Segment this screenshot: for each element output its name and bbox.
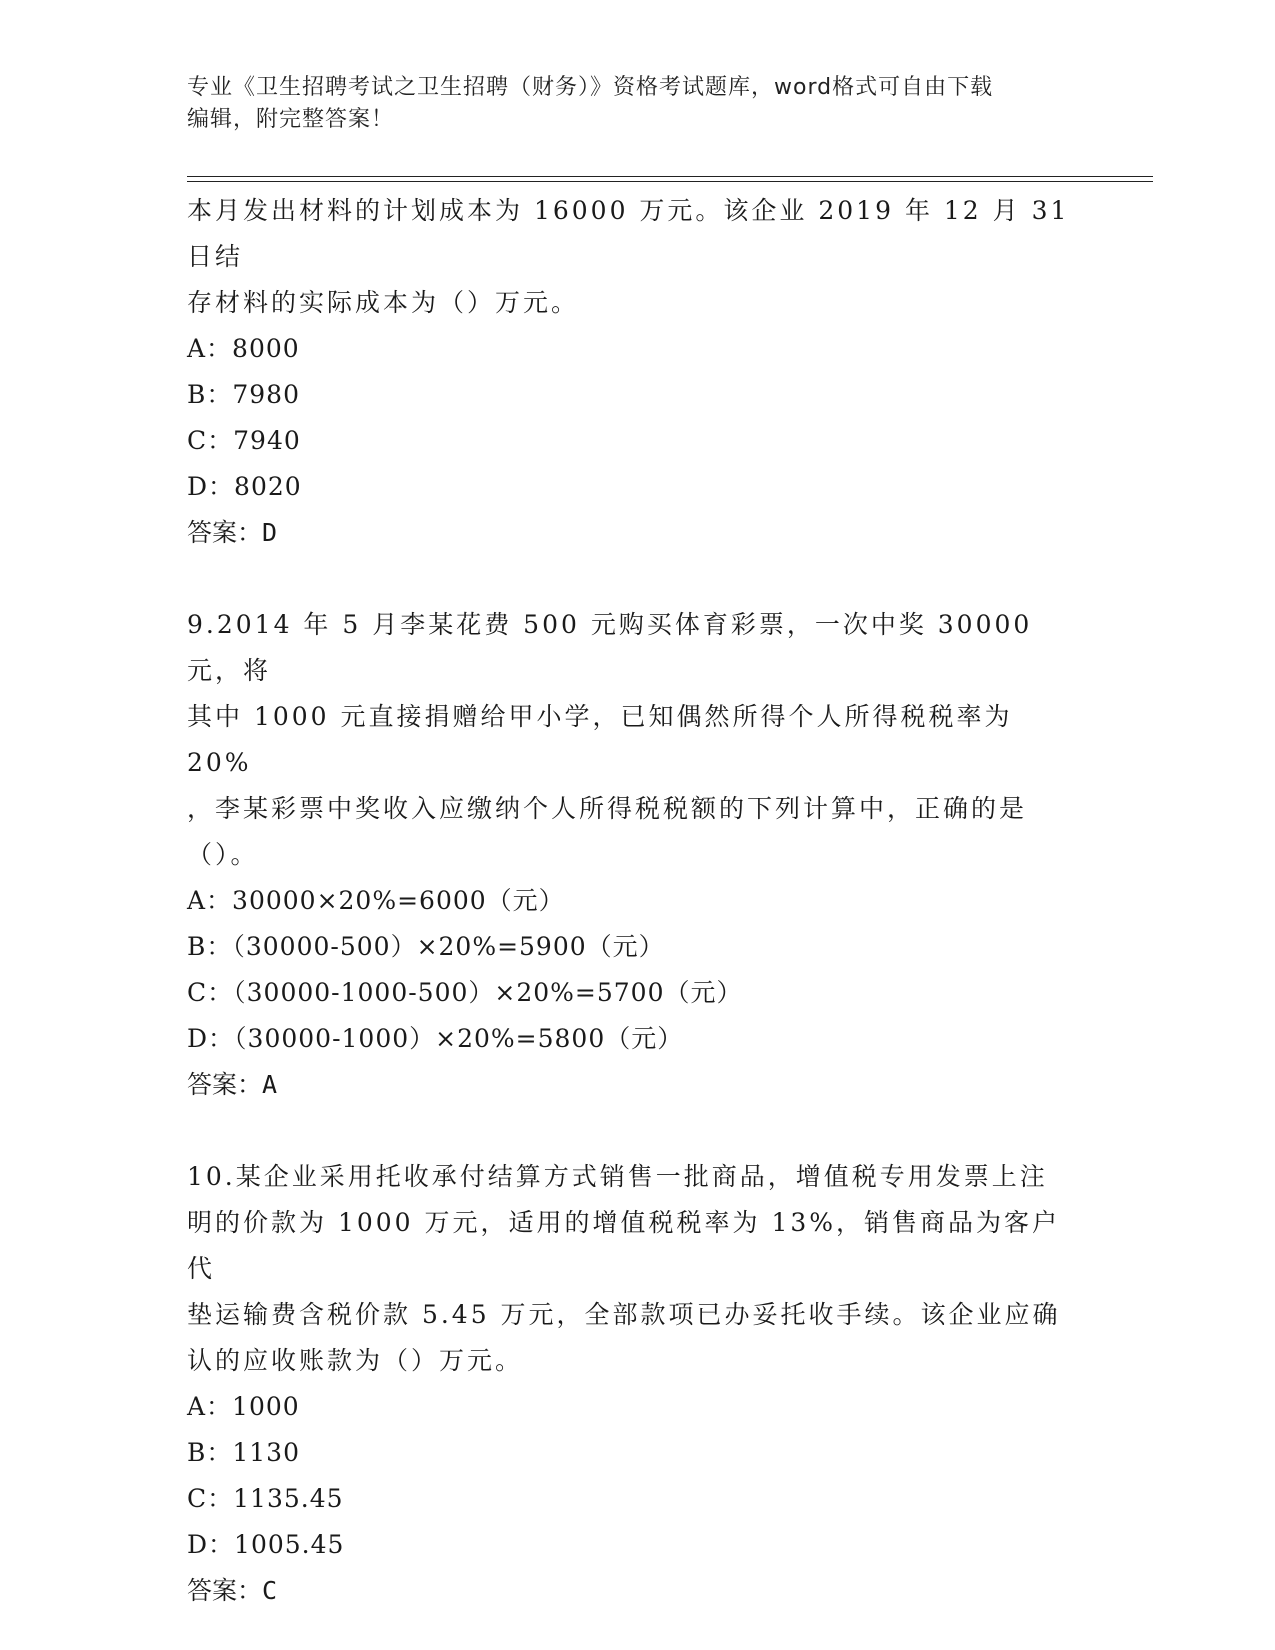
- option-a: A：30000×20%=6000（元）: [187, 886, 565, 915]
- option-d: D：1005.45: [187, 1530, 345, 1559]
- answer-value: C: [262, 1576, 278, 1605]
- answer-line: [187, 1568, 1087, 1614]
- header-line-1: 专业《卫生招聘考试之卫生招聘（财务）》资格考试题库，word格式可自由下载: [187, 75, 994, 100]
- question-stem-line: （）。: [187, 840, 259, 869]
- answer-value: D: [262, 518, 278, 547]
- answer-label: 答案：: [187, 1576, 263, 1605]
- option-b: B：7980: [187, 380, 300, 409]
- question-10: [187, 1154, 1087, 1614]
- option-c: C：7940: [187, 426, 301, 455]
- question-stem-line: 垫运输费含税价款 5.45 万元，全部款项已办妥托收手续。该企业应确: [187, 1300, 1061, 1329]
- answer-line: [187, 1062, 1087, 1108]
- header-line-2: 编辑，附完整答案！: [187, 107, 395, 132]
- option-c: C：（30000-1000-500）×20%=5700（元）: [187, 978, 743, 1007]
- option-a: A：1000: [187, 1392, 300, 1421]
- question-stem-line: 9.2014 年 5 月李某花费 500 元购买体育彩票，一次中奖 30000 元，将: [187, 610, 1044, 685]
- option-b: B：1130: [187, 1438, 300, 1467]
- question-stem-line: 明的价款为 1000 万元，适用的增值税税率为 13%，销售商品为客户代: [187, 1208, 1061, 1283]
- option-a: A：8000: [187, 334, 300, 363]
- option-c: C：1135.45: [187, 1484, 344, 1513]
- question-stem-line: 认的应收账款为（）万元。: [187, 1346, 524, 1375]
- document-header: [187, 72, 1087, 136]
- header-divider-top: [187, 176, 1153, 177]
- header-divider-bottom: [187, 181, 1153, 182]
- question-stem-line: 本月发出材料的计划成本为 16000 万元。该企业 2019 年 12 月 31 日结: [187, 196, 1081, 271]
- question-stem-line: ，李某彩票中奖收入应缴纳个人所得税税额的下列计算中，正确的是: [187, 794, 1028, 823]
- question-stem-line: 其中 1000 元直接捐赠给甲小学，已知偶然所得个人所得税税率为 20%: [187, 702, 1024, 777]
- answer-label: 答案：: [187, 1070, 263, 1099]
- answer-line: [187, 510, 1087, 556]
- option-d: D：（30000-1000）×20%=5800（元）: [187, 1024, 684, 1053]
- option-b: B：（30000-500）×20%=5900（元）: [187, 932, 665, 961]
- answer-label: 答案：: [187, 518, 263, 547]
- question-8: [187, 188, 1087, 556]
- question-9: [187, 602, 1087, 1108]
- question-stem-line: 存材料的实际成本为（）万元。: [187, 288, 580, 317]
- option-d: D：8020: [187, 472, 302, 501]
- spacer: [187, 556, 1087, 602]
- answer-value: A: [262, 1070, 278, 1099]
- question-stem-line: 10.某企业采用托收承付结算方式销售一批商品，增值税专用发票上注: [187, 1162, 1048, 1191]
- question-list: [187, 188, 1087, 1614]
- spacer: [187, 1108, 1087, 1154]
